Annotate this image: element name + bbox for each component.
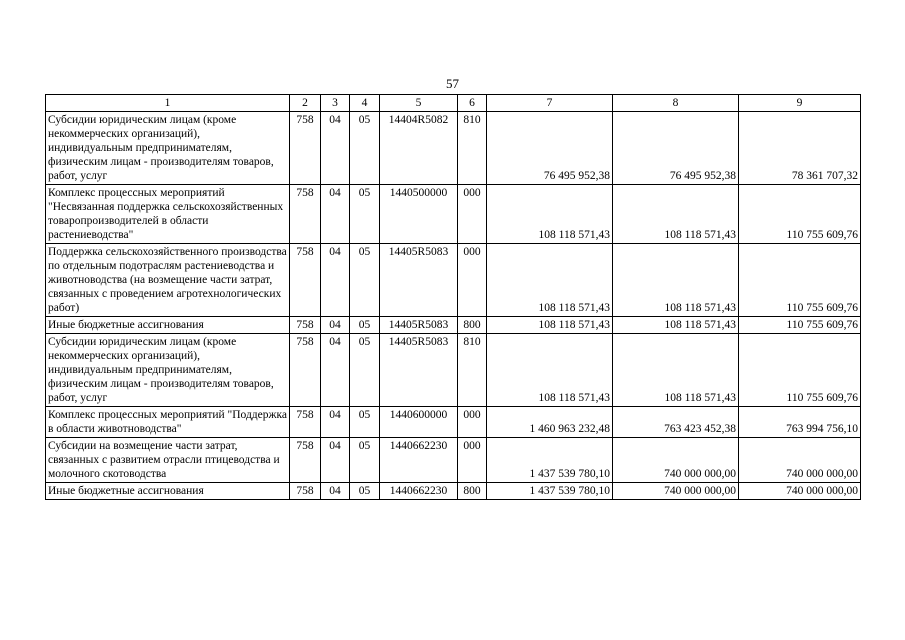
target-article-code: 1440662230 (380, 483, 458, 500)
row-name: Субсидии юридическим лицам (кроме некоммерческих организаций), индивидуальным предпринимателям, физическим лицам - производителям товаров, работ, услуг (46, 112, 290, 185)
section-code: 04 (321, 185, 350, 244)
amount-col-9: 78 361 707,32 (739, 112, 861, 185)
section-code: 04 (321, 334, 350, 407)
section-code: 04 (321, 407, 350, 438)
ministry-code: 758 (290, 334, 321, 407)
amount-col-7: 108 118 571,43 (487, 244, 613, 317)
target-article-code: 1440500000 (380, 185, 458, 244)
subsection-code: 05 (350, 317, 380, 334)
column-header: 3 (321, 95, 350, 112)
column-header: 8 (613, 95, 739, 112)
amount-col-7: 108 118 571,43 (487, 317, 613, 334)
row-name: Комплекс процессных мероприятий "Поддержка в области животноводства" (46, 407, 290, 438)
target-article-code: 14405R5083 (380, 334, 458, 407)
table-row (46, 244, 861, 317)
column-header: 1 (46, 95, 290, 112)
ministry-code: 758 (290, 112, 321, 185)
amount-col-7: 108 118 571,43 (487, 334, 613, 407)
section-code: 04 (321, 244, 350, 317)
column-header: 9 (739, 95, 861, 112)
expense-type-code: 000 (458, 438, 487, 483)
header-row (46, 95, 861, 112)
amount-col-9: 110 755 609,76 (739, 185, 861, 244)
section-code: 04 (321, 438, 350, 483)
amount-col-8: 108 118 571,43 (613, 244, 739, 317)
table-row (46, 317, 861, 334)
target-article-code: 1440600000 (380, 407, 458, 438)
amount-col-7: 108 118 571,43 (487, 185, 613, 244)
table-row (46, 483, 861, 500)
row-name: Субсидии на возмещение части затрат, связанных с развитием отрасли птицеводства и молочного скотоводства (46, 438, 290, 483)
column-header: 7 (487, 95, 613, 112)
amount-col-8: 108 118 571,43 (613, 334, 739, 407)
table-row (46, 438, 861, 483)
table-row (46, 185, 861, 244)
expense-type-code: 000 (458, 185, 487, 244)
amount-col-8: 763 423 452,38 (613, 407, 739, 438)
ministry-code: 758 (290, 483, 321, 500)
amount-col-8: 740 000 000,00 (613, 483, 739, 500)
subsection-code: 05 (350, 244, 380, 317)
target-article-code: 14404R5082 (380, 112, 458, 185)
target-article-code: 14405R5083 (380, 317, 458, 334)
amount-col-8: 108 118 571,43 (613, 185, 739, 244)
page-number: 57 (446, 76, 459, 91)
amount-col-7: 1 437 539 780,10 (487, 483, 613, 500)
expense-type-code: 000 (458, 244, 487, 317)
amount-col-9: 110 755 609,76 (739, 334, 861, 407)
subsection-code: 05 (350, 334, 380, 407)
amount-col-9: 740 000 000,00 (739, 483, 861, 500)
row-name: Иные бюджетные ассигнования (46, 317, 290, 334)
amount-col-7: 1 460 963 232,48 (487, 407, 613, 438)
table-row (46, 112, 861, 185)
budget-table (45, 94, 861, 500)
amount-col-7: 1 437 539 780,10 (487, 438, 613, 483)
row-name: Иные бюджетные ассигнования (46, 483, 290, 500)
expense-type-code: 000 (458, 407, 487, 438)
row-name: Комплекс процессных мероприятий "Несвязанная поддержка сельскохозяйственных товаропроизводителей в области растениеводства" (46, 185, 290, 244)
amount-col-9: 740 000 000,00 (739, 438, 861, 483)
row-name: Субсидии юридическим лицам (кроме некоммерческих организаций), индивидуальным предпринимателям, физическим лицам - производителям товаров, работ, услуг (46, 334, 290, 407)
subsection-code: 05 (350, 112, 380, 185)
table-row (46, 407, 861, 438)
expense-type-code: 810 (458, 112, 487, 185)
amount-col-8: 108 118 571,43 (613, 317, 739, 334)
ministry-code: 758 (290, 185, 321, 244)
amount-col-8: 76 495 952,38 (613, 112, 739, 185)
section-code: 04 (321, 317, 350, 334)
row-name: Поддержка сельскохозяйственного производства по отдельным подотраслям растениеводства и животноводства (на возмещение части затрат, связанных с проведением агротехнологических работ) (46, 244, 290, 317)
target-article-code: 14405R5083 (380, 244, 458, 317)
ministry-code: 758 (290, 407, 321, 438)
amount-col-9: 110 755 609,76 (739, 244, 861, 317)
amount-col-9: 110 755 609,76 (739, 317, 861, 334)
ministry-code: 758 (290, 244, 321, 317)
expense-type-code: 810 (458, 334, 487, 407)
amount-col-9: 763 994 756,10 (739, 407, 861, 438)
amount-col-8: 740 000 000,00 (613, 438, 739, 483)
section-code: 04 (321, 112, 350, 185)
subsection-code: 05 (350, 185, 380, 244)
column-header: 4 (350, 95, 380, 112)
target-article-code: 1440662230 (380, 438, 458, 483)
subsection-code: 05 (350, 438, 380, 483)
amount-col-7: 76 495 952,38 (487, 112, 613, 185)
column-header: 5 (380, 95, 458, 112)
subsection-code: 05 (350, 483, 380, 500)
column-header: 2 (290, 95, 321, 112)
table-row (46, 334, 861, 407)
subsection-code: 05 (350, 407, 380, 438)
ministry-code: 758 (290, 317, 321, 334)
column-header: 6 (458, 95, 487, 112)
section-code: 04 (321, 483, 350, 500)
expense-type-code: 800 (458, 483, 487, 500)
expense-type-code: 800 (458, 317, 487, 334)
ministry-code: 758 (290, 438, 321, 483)
